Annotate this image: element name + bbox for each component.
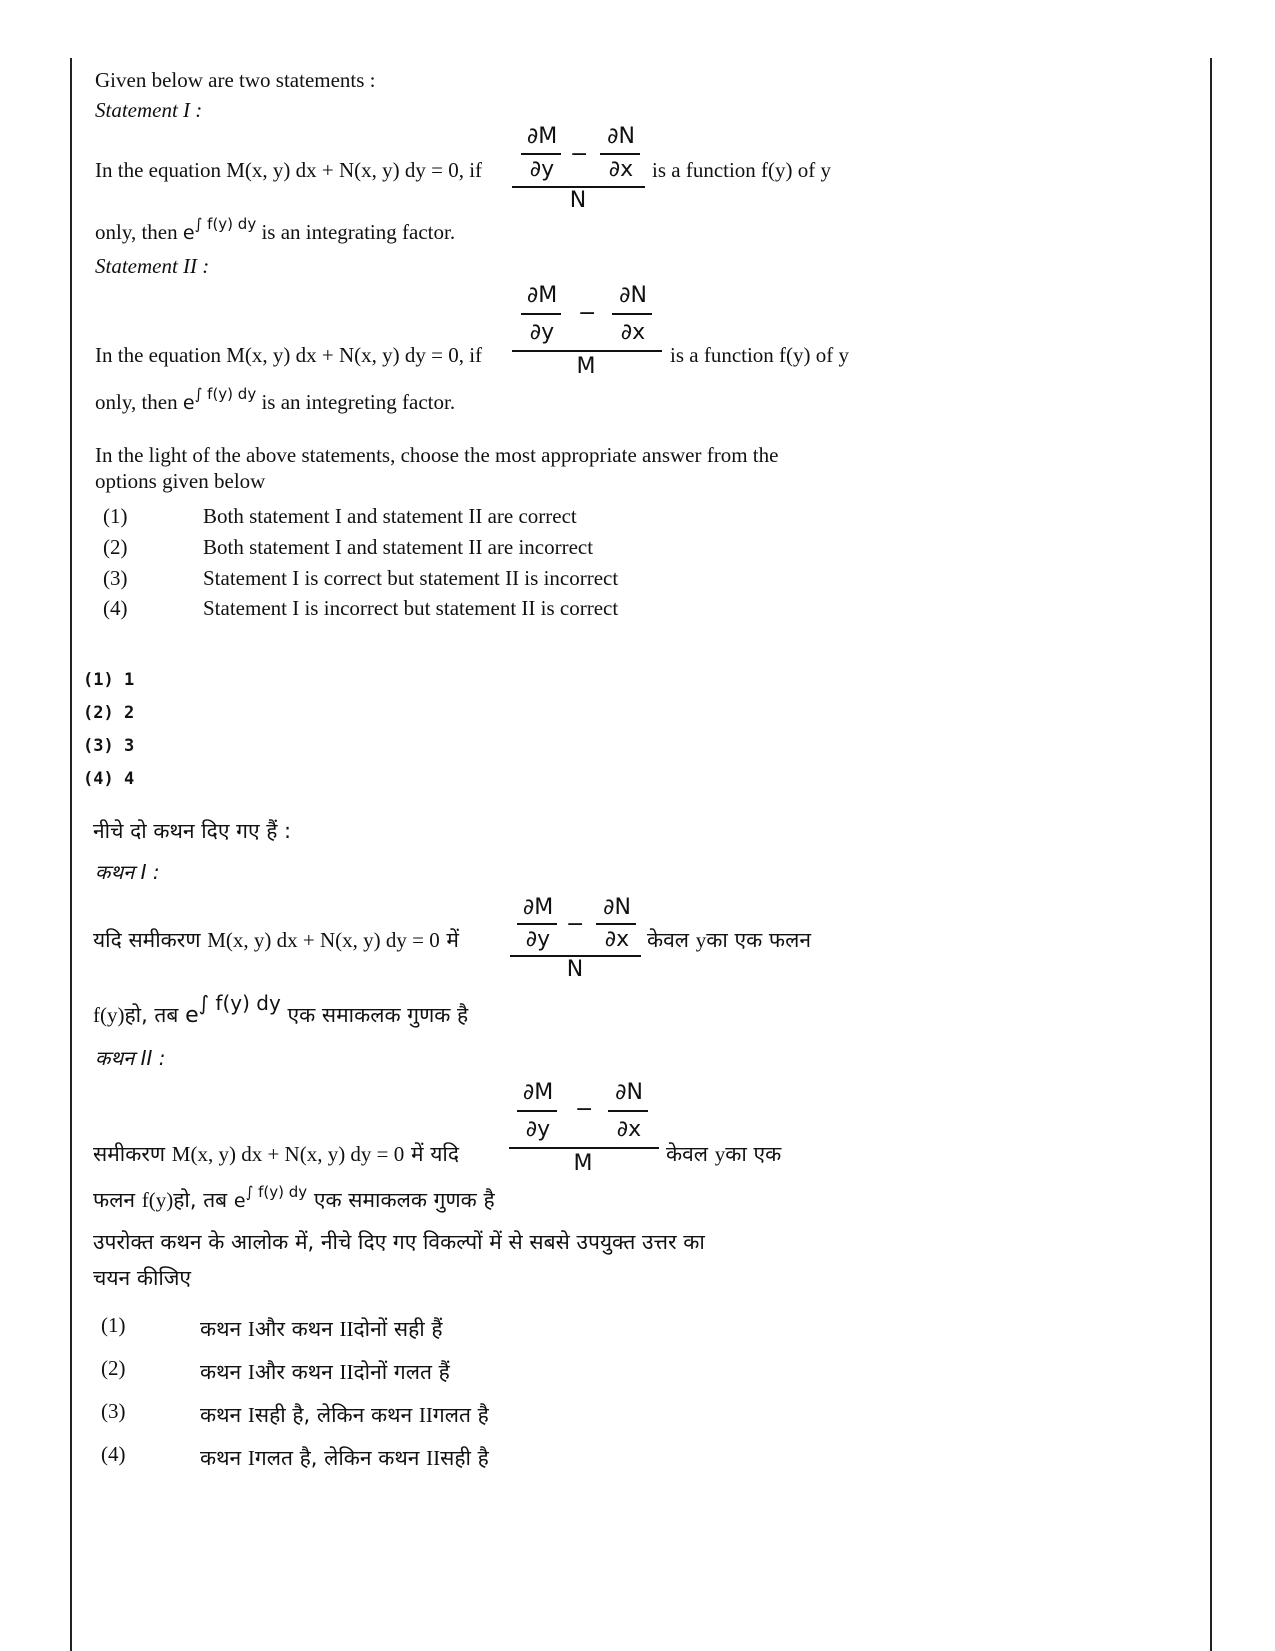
hi-option-2-num: (2)	[101, 1356, 126, 1380]
s2-line1: In the equation M(x, y) dx + N(x, y) dy = 0, if	[95, 343, 483, 367]
hi-s2-denominator: M	[573, 1151, 593, 1176]
answer-choice-2[interactable]: (2) 2	[83, 703, 135, 723]
hi-s1-exp-base: e	[185, 1003, 199, 1028]
s2-dN: ∂N	[619, 283, 647, 308]
hi-question-line-2: चयन कीजिए	[93, 1266, 192, 1290]
hi-s1-dN: ∂N	[603, 895, 631, 920]
s1-minus: −	[570, 142, 589, 167]
s1-line2: only, then $e^{\int f(y) dy}$ is an integrating factor.	[95, 215, 456, 244]
answer-choice-4[interactable]: (4) 4	[83, 769, 135, 789]
hi-s1-dy: ∂y	[525, 927, 551, 952]
statement-1-label: Statement I :	[95, 98, 203, 122]
s2-dy: ∂y	[529, 320, 555, 345]
hi-option-4-text: कथन Iगलत है, लेकिन कथन IIसही है	[200, 1446, 489, 1470]
intro-text: Given below are two statements :	[95, 68, 376, 92]
hi-option-4-num: (4)	[101, 1442, 126, 1466]
hi-s1-exp-power: ∫ f(y) dy	[198, 991, 281, 1015]
en-option-3-num: (3)	[103, 566, 128, 590]
hi-statement-1-label: कथन I :	[95, 860, 160, 884]
s1-dx: ∂x	[608, 157, 634, 182]
hi-option-3-text: कथन Iसही है, लेकिन कथन IIगलत है	[200, 1403, 489, 1427]
hi-statement-2-label: कथन II :	[95, 1046, 166, 1070]
hi-s2-bar-dM	[517, 1110, 557, 1112]
hi-s2-exp-power: ∫ f(y) dy	[245, 1183, 308, 1201]
en-option-3-text: Statement I is correct but statement II is incorrect	[203, 566, 619, 590]
question-line-2: options given below	[95, 469, 266, 493]
hi-s1-dM: ∂M	[522, 895, 554, 920]
answer-choice-3[interactable]: (3) 3	[83, 736, 135, 756]
s2-line2: only, then $e^{\int f(y) dy}$ is an integreting factor.	[95, 385, 456, 414]
hi-s1-line1: यदि समीकरण M(x, y) dx + N(x, y) dy = 0 में	[93, 928, 459, 952]
hi-s1-dx: ∂x	[604, 927, 630, 952]
en-option-1-text: Both statement I and statement II are correct	[203, 504, 577, 528]
s2-main-bar	[512, 350, 662, 352]
hi-option-3-num: (3)	[101, 1399, 126, 1423]
question-line-1: In the light of the above statements, choose the most appropriate answer from the	[95, 443, 779, 467]
statement-2-label: Statement II :	[95, 254, 210, 278]
s2-after-frac: is a function f(y) of y	[670, 343, 850, 367]
hi-s2-line2: फलन f(y)हो, तब $e^{\int f(y) dy}$ एक समाकलक गुणक है	[93, 1183, 495, 1212]
s1-denominator: N	[569, 188, 587, 213]
hi-option-1-num: (1)	[101, 1313, 126, 1337]
s1-bar-dM	[521, 153, 561, 155]
en-option-1-num: (1)	[103, 504, 128, 528]
hi-s1-bar-dN	[596, 923, 636, 925]
hi-option-2-text: कथन Iऔर कथन IIदोनों गलत हैं	[200, 1360, 450, 1384]
s2-exp-base: e	[182, 392, 195, 414]
hi-s1-line2: f(y)हो, तब e∫ f(y) dy एक समाकलक गुणक है	[93, 991, 469, 1028]
s1-exp-base: e	[182, 222, 195, 244]
hi-question-line-1: उपरोक्त कथन के आलोक में, नीचे दिए गए विकल्पों में से सबसे उपयुक्त उत्तर का	[93, 1230, 705, 1254]
s2-bar-dN	[612, 313, 652, 315]
hi-s2-dy: ∂y	[525, 1117, 551, 1142]
hi-s1-denominator: N	[566, 957, 584, 982]
hi-s2-exp-base: e	[233, 1190, 246, 1212]
hi-s2-after-frac: केवल yका एक	[666, 1142, 782, 1166]
hi-s2-dx: ∂x	[616, 1117, 642, 1142]
s2-dM: ∂M	[526, 283, 558, 308]
s2-denominator: M	[576, 354, 596, 379]
hi-s2-main-bar	[509, 1147, 659, 1149]
s2-dx: ∂x	[620, 320, 646, 345]
hi-s2-dN: ∂N	[615, 1080, 643, 1105]
left-margin-rule	[70, 58, 72, 1651]
hi-s1-minus: −	[566, 912, 585, 937]
hi-intro-text: नीचे दो कथन दिए गए हैं :	[93, 819, 292, 843]
hi-option-1-text: कथन Iऔर कथन IIदोनों सही हैं	[200, 1317, 443, 1341]
s1-bar-dN	[600, 153, 640, 155]
s2-bar-dM	[521, 313, 561, 315]
en-option-2-num: (2)	[103, 535, 128, 559]
hi-s2-minus: −	[575, 1097, 594, 1122]
s1-exp-power: ∫ f(y) dy	[194, 215, 257, 233]
s1-dM: ∂M	[526, 124, 558, 149]
en-option-4-num: (4)	[103, 596, 128, 620]
s2-minus: −	[578, 301, 597, 326]
s1-dN: ∂N	[607, 124, 635, 149]
hi-s2-dM: ∂M	[522, 1080, 554, 1105]
hi-s1-bar-dM	[517, 923, 557, 925]
en-option-4-text: Statement I is incorrect but statement II is correct	[203, 596, 619, 620]
hi-s2-line1: समीकरण M(x, y) dx + N(x, y) dy = 0 में यदि	[93, 1142, 459, 1166]
right-margin-rule	[1210, 58, 1212, 1651]
answer-choice-1[interactable]: (1) 1	[83, 670, 135, 690]
s1-line1: In the equation M(x, y) dx + N(x, y) dy = 0, if	[95, 158, 483, 182]
en-option-2-text: Both statement I and statement II are incorrect	[203, 535, 594, 559]
s2-exp-power: ∫ f(y) dy	[194, 385, 257, 403]
s1-after-frac: is a function f(y) of y	[652, 158, 832, 182]
s1-dy: ∂y	[529, 157, 555, 182]
hi-s1-after-frac: केवल yका एक फलन	[647, 928, 811, 952]
hi-s2-bar-dN	[608, 1110, 648, 1112]
